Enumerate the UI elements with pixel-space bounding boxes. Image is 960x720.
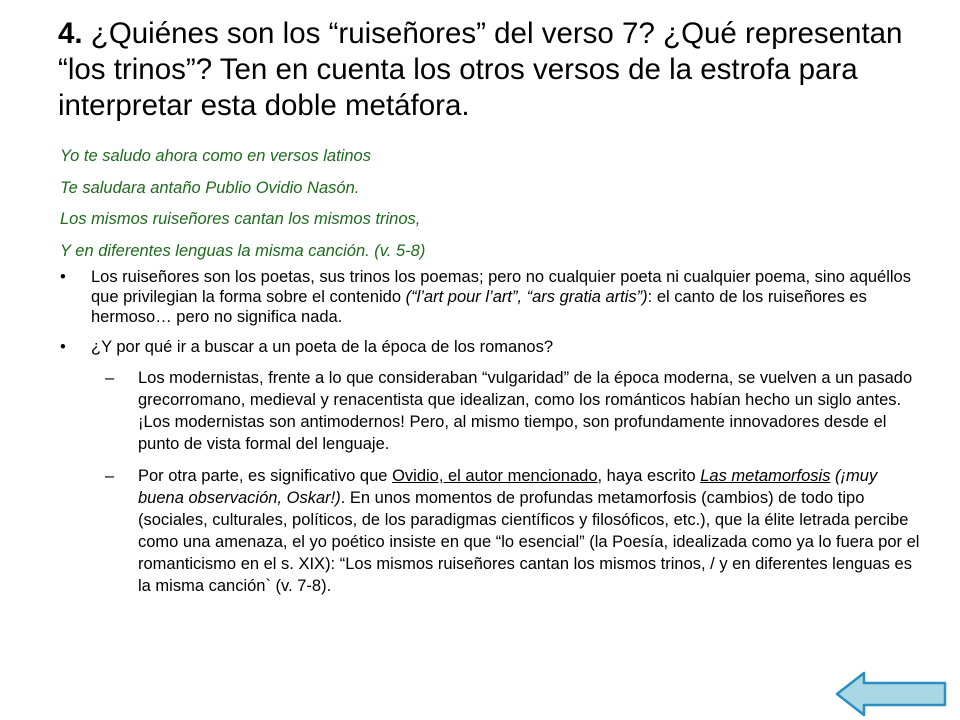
bullet-text: Los ruiseñores son los poetas, sus trinos los poemas; pero no cualquier poeta ni cualquier poema, sino aquéllos que privilegian la forma sobre el contenido [91,268,911,306]
bullet-text: : el canto de los ruiseñores es hermoso… pero no significa nada. [91,288,867,326]
poem-excerpt [60,146,920,272]
teacher-note: (¡muy buena observación, Oskar!) [138,467,878,507]
verse-line: Yo te saludo ahora como en versos latinos [60,147,371,165]
bullet-item [60,337,920,357]
dash-marker: – [105,467,115,485]
sub-bullet-text: . En unos momentos de profundas metamorfosis (cambios) de todo tipo (sociales, culturales, políticos, de los paradigmas científicos y filosóficos, etc.), que la élite letrada percibe como una amenaza, el yo poético insiste en que “lo esencial” (la Poesía, idealizada como ya lo fuera por el romanticismo en el s. XIX): “Los mismos ruiseñores cantan los mismos trinos, / y en diferentes lenguas es la misma canción` (v. 7-8). [138,489,920,595]
bullet-marker: • [60,338,66,356]
answer-list [60,267,920,607]
verse-line: Los mismos ruiseñores cantan los mismos trinos, [60,210,421,228]
verse-line: Y en diferentes lenguas la misma canción. (v. 5-8) [60,241,426,260]
sub-bullet-text: Por otra parte, es significativo que [138,467,393,485]
back-button[interactable] [834,670,948,718]
sub-bullet-text: , haya escrito [597,467,701,485]
sub-bullet-item [60,465,920,597]
book-title-link[interactable]: Las metamorfosis [700,467,831,485]
ovidio-link[interactable]: Ovidio, el autor mencionado [392,467,598,485]
bullet-marker: • [60,268,66,286]
question-number: 4. [58,17,83,50]
dash-marker: – [105,369,115,387]
bullet-text: ¿Y por qué ir a buscar a un poeta de la época de los romanos? [91,338,553,356]
slide-title [58,16,918,124]
sub-bullet-text: Los modernistas, frente a lo que consideraban “vulgaridad” de la época moderna, se vuelven a un pasado grecorromano, medieval y renacentista que idealizan, como los románticos habían hecho un siglo antes. ¡Los modernistas son antimodernos! Pero, al mismo tiempo, son profundamente innovadores desde el punto de vista formal del lenguaje. [138,369,913,453]
latin-quote: (“l’art pour l’art”, “ars gratia artis”) [405,288,648,306]
bullet-item [60,267,920,327]
sub-bullet-item [60,367,920,455]
arrow-left-icon [837,673,945,715]
verse-line: Te saludara antaño Publio Ovidio Nasón. [60,178,360,197]
question-text: ¿Quiénes son los “ruiseñores” del verso 7? ¿Qué representan “los trinos”? Ten en cuenta los otros versos de la estrofa para interpretar esta doble metáfora. [58,17,903,122]
